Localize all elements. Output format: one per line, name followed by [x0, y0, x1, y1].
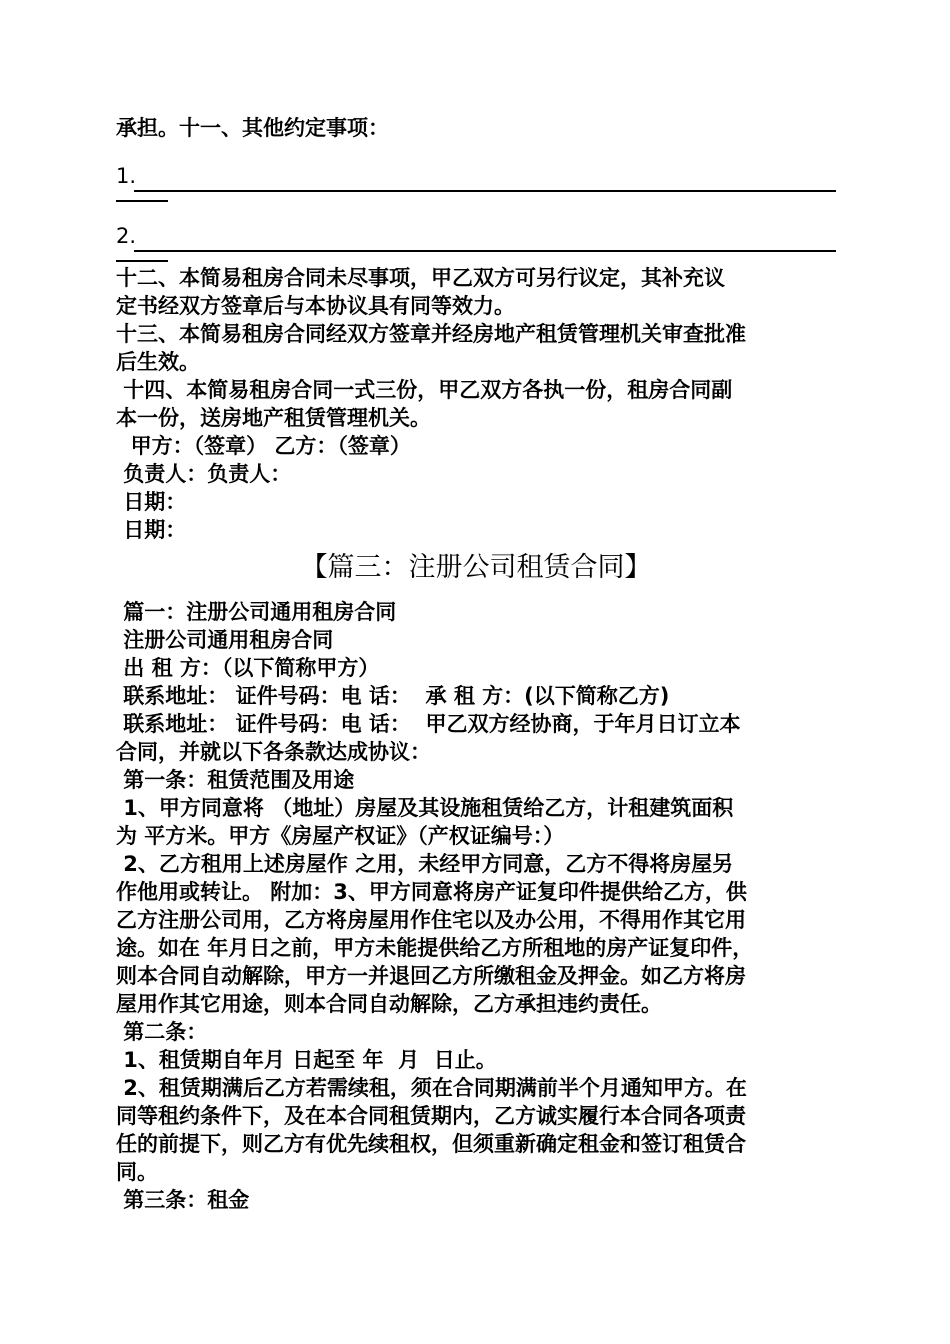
underline — [134, 190, 836, 192]
contract-line: 为 平方米。甲方《房屋产权证》（产权证编号：） — [116, 824, 565, 848]
clause-12-line: 十二、本简易租房合同未尽事项，甲乙双方可另行议定，其补充议 — [116, 266, 725, 290]
contract-line: 注册公司通用租房合同 — [116, 628, 334, 652]
underline-continuation — [116, 200, 168, 202]
contract-line: 联系地址： 证件号码：电 话： 甲乙双方经协商，于年月日订立本 — [116, 712, 741, 736]
contract-line: 篇一：注册公司通用租房合同 — [116, 600, 397, 624]
blank-field-1 — [116, 162, 836, 198]
article-heading: 第三条：租金 — [116, 1188, 250, 1212]
clause-13-line: 十三、本简易租房合同经双方签章并经房地产租赁管理机关审查批准 — [116, 322, 746, 346]
contract-line: 同等租约条件下，及在本合同租赁期内，乙方诚实履行本合同各项责 — [116, 1104, 746, 1128]
contract-line: 作他用或转让。 附加：3、甲方同意将房产证复印件提供给乙方，供 — [116, 880, 747, 904]
date-line: 日期： — [116, 490, 187, 514]
clause-12-line: 定书经双方签章后与本协议具有同等效力。 — [116, 294, 515, 318]
document-body — [116, 114, 836, 1214]
contract-line: 合同，并就以下各条款达成协议： — [116, 740, 431, 764]
contract-line: 途。如在 年月日之前，甲方未能提供给乙方所租地的房产证复印件， — [116, 936, 754, 960]
responsible-person-line: 负责人：负责人： — [116, 462, 292, 486]
date-line: 日期： — [116, 518, 187, 542]
contract-line: 1、租赁期自年月 日起至 年 月 日止。 — [116, 1048, 497, 1072]
contract-line: 则本合同自动解除，甲方一并退回乙方所缴租金及押金。如乙方将房 — [116, 964, 746, 988]
signature-line: 甲方：（签章） 乙方：（签章） — [116, 434, 411, 458]
contract-line: 乙方注册公司用，乙方将房屋用作住宅以及办公用，不得用作其它用 — [116, 908, 746, 932]
contract-line: 1、甲方同意将 （地址）房屋及其设施租赁给乙方，计租建筑面积 — [116, 796, 734, 820]
contract-line: 联系地址： 证件号码：电 话： 承 租 方：(以下简称乙方) — [116, 684, 670, 708]
contract-line: 出 租 方：（以下简称甲方） — [116, 656, 380, 680]
text-line: 承担。十一、其他约定事项： — [116, 116, 389, 140]
blank-number: 2. — [116, 224, 137, 248]
blank-number: 1. — [116, 164, 137, 188]
clause-14-line: 本一份，送房地产租赁管理机关。 — [116, 406, 431, 430]
contract-line: 屋用作其它用途，则本合同自动解除，乙方承担违约责任。 — [116, 992, 662, 1016]
clause-13-line: 后生效。 — [116, 350, 200, 374]
article-heading: 第二条： — [116, 1020, 208, 1044]
section-title: 【篇三：注册公司租赁合同】 — [300, 552, 652, 583]
contract-line: 2、租赁期满后乙方若需续租，须在合同期满前半个月通知甲方。在 — [116, 1076, 747, 1100]
contract-line: 同。 — [116, 1160, 158, 1184]
contract-line: 2、乙方租用上述房屋作 之用，未经甲方同意，乙方不得将房屋另 — [116, 852, 734, 876]
clause-14-line: 十四、本简易租房合同一式三份，甲乙双方各执一份，租房合同副 — [116, 378, 733, 402]
contract-line: 任的前提下，则乙方有优先续租权，但须重新确定租金和签订租赁合 — [116, 1132, 746, 1156]
underline — [134, 250, 836, 252]
blank-field-2 — [116, 222, 836, 258]
underline-continuation — [116, 260, 168, 262]
article-heading: 第一条：租赁范围及用途 — [116, 768, 355, 792]
